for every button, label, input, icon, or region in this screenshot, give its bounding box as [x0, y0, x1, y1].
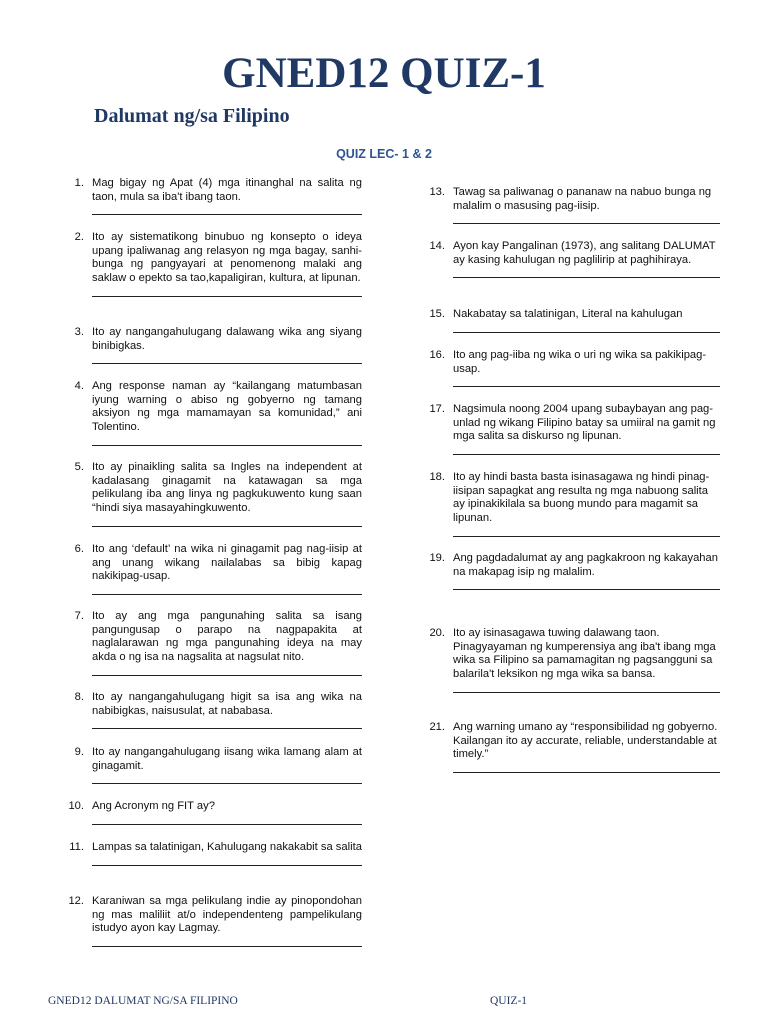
- answer-line: [92, 286, 362, 297]
- question-number: 9.: [74, 746, 84, 758]
- question-number: 15.: [429, 308, 445, 320]
- page-title: GNED12 QUIZ-1: [222, 50, 546, 97]
- question-number: 8.: [74, 691, 84, 703]
- answer-line: [453, 579, 720, 590]
- question-text: Ito ay ang mga pangunahing salita sa isang pangungusap o parapo na nagpapakita at naglalarawan ng mga pangunahing ideya na may akda o ng isa na nagsalita at nagsulat nito.: [92, 610, 362, 664]
- question-text: Ang response naman ay “kailangang matumbasan iyung warning o abiso ng gobyerno ng tamang aksiyon ng mga mamamayan sa komunidad,” ani Tolentino.: [92, 380, 362, 434]
- question-number: 7.: [74, 610, 84, 622]
- question-text: Ito ang pag-iiba ng wika o uri ng wika sa pakikipag-usap.: [453, 349, 707, 375]
- answer-line: [453, 267, 720, 278]
- question-text: Ang pagdadalumat ay ang pagkakroon ng kakayahan na makapag isip ng malalim.: [453, 552, 718, 578]
- answer-line: [92, 435, 362, 446]
- answer-line: [453, 526, 720, 537]
- question-text: Ito ay nangangahulugang iisang wika lamang alam at ginagamit.: [92, 746, 362, 772]
- quiz-section-label: QUIZ LEC- 1 & 2: [336, 147, 432, 161]
- question-number: 19.: [429, 552, 445, 564]
- answer-line: [92, 855, 362, 866]
- question-text: Ito ay pinaikling salita sa Ingles na independent at kadalasang ginagamit na katawagan sa mga pelikulang iba ang linya ng pagkukuwento kung saan “hindi siya masayahingkuwento.: [92, 461, 362, 515]
- answer-line: [92, 584, 362, 595]
- question-number: 16.: [429, 349, 445, 361]
- answer-line: [92, 814, 362, 825]
- question-number: 10.: [68, 800, 84, 812]
- question-text: Nagsimula noong 2004 upang subaybayan ang pag-unlad ng wikang Filipino batay sa umiiral na gamit ng mga salita sa diskurso ng lipunan.: [453, 403, 716, 443]
- question-text: Lampas sa talatinigan, Kahulugang nakakabit sa salita: [92, 841, 362, 853]
- answer-line: [92, 665, 362, 676]
- question-text: Ito ay isinasagawa tuwing dalawang taon. Pinagyayaman ng kumperensiya ang iba't ibang mga wika sa Filipino sa pamamagitan ng pagsangguni sa balarila't leksikon ng mga wika sa bansa.: [453, 627, 716, 681]
- answer-line: [92, 204, 362, 215]
- answer-line: [92, 936, 362, 947]
- question-text: Tawag sa paliwanag o pananaw na nabuo bunga ng malalim o masusing pag-iisip.: [453, 186, 712, 212]
- answer-line: [453, 682, 720, 693]
- answer-line: [453, 322, 720, 333]
- question-text: Ito ay nangangahulugang higit sa isa ang wika na nabibigkas, naisusulat, at nababasa.: [92, 691, 362, 717]
- question-text: Ito ay nangangahulugang dalawang wika ang siyang binibigkas.: [92, 326, 362, 352]
- answer-line: [92, 353, 362, 364]
- question-number: 18.: [429, 471, 445, 483]
- question-number: 6.: [74, 543, 84, 555]
- answer-line: [92, 516, 362, 527]
- question-text: Ito ay hindi basta basta isinasagawa ng hindi pinag-iisipan sapagkat ang resulta ng mga nabuong salita ay ipinakikilala sa buong mundo para magamit sa lipunan.: [453, 471, 710, 525]
- question-text: Ang Acronym ng FIT ay?: [92, 800, 215, 812]
- question-number: 14.: [429, 240, 445, 252]
- answer-line: [453, 213, 720, 224]
- question-number: 3.: [74, 326, 84, 338]
- question-number: 12.: [68, 895, 84, 907]
- question-text: Ayon kay Pangalinan (1973), ang salitang DALUMAT ay kasing kahulugan ng paglilirip at paghihiraya.: [453, 240, 716, 266]
- answer-line: [453, 376, 720, 387]
- question-text: Ang warning umano ay “responsibilidad ng gobyerno. Kailangan ito ay accurate, reliable, understandable at timely.”: [453, 721, 718, 761]
- page-subtitle: Dalumat ng/sa Filipino: [94, 105, 290, 127]
- answer-line: [453, 444, 720, 455]
- question-number: 4.: [74, 380, 84, 392]
- question-text: Ito ang ‘default’ na wika ni ginagamit pag nag-iisip at ang unang wikang nailalabas sa bibig kapag nakikipag-usap.: [92, 543, 362, 583]
- question-text: Ito ay sistematikong binubuo ng konsepto o ideya upang ipaliwanag ang relasyon ng mga bagay, sanhi-bunga ng pangyayari at penomenong malaki ang saklaw o epekto sa tao,kapaligiran, kultura, at lipunan.: [92, 231, 362, 285]
- question-text: Karaniwan sa mga pelikulang indie ay pinopondohan ng mas maliliit at/o independenteng pampelikulang istudyo ayon kay Lagmay.: [92, 895, 362, 935]
- answer-line: [92, 718, 362, 729]
- answer-line: [453, 762, 720, 773]
- question-number: 5.: [74, 461, 84, 473]
- question-number: 11.: [69, 841, 84, 853]
- question-number: 20.: [429, 627, 445, 639]
- answer-line: [92, 773, 362, 784]
- question-number: 17.: [429, 403, 445, 415]
- question-number: 1.: [74, 177, 84, 189]
- question-number: 21.: [429, 721, 445, 733]
- question-text: Nakabatay sa talatinigan, Literal na kahulugan: [453, 308, 683, 320]
- footer-right: QUIZ-1: [490, 995, 528, 1007]
- footer-left: GNED12 DALUMAT NG/SA FILIPINO: [48, 995, 238, 1007]
- question-number: 13.: [429, 186, 445, 198]
- question-text: Mag bigay ng Apat (4) mga itinanghal na salita ng taon, mula sa iba't ibang taon.: [92, 177, 362, 203]
- question-number: 2.: [74, 231, 84, 243]
